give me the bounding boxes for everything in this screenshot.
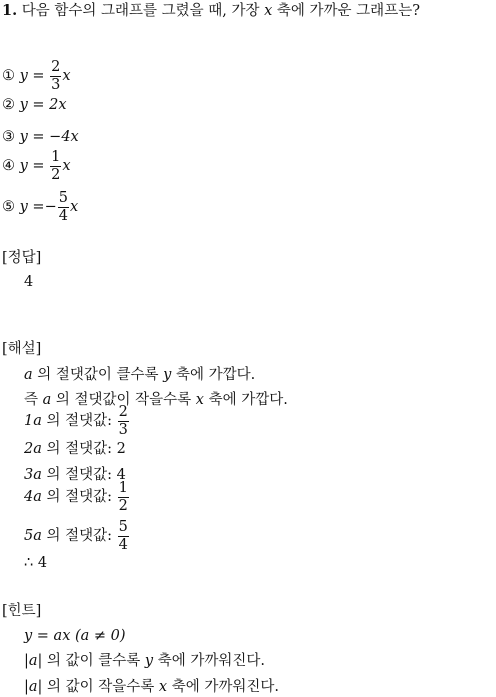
axis-var: x	[158, 679, 168, 695]
choice-text: y = 2x	[19, 97, 67, 113]
question-prefix: 다음 함수의 그래프를 그렸을 때, 가장	[21, 3, 260, 19]
fraction-numerator: 1	[118, 480, 128, 496]
axis-var: y	[163, 367, 172, 383]
row-label: 의 절댓값:	[46, 489, 113, 505]
choice-fraction	[50, 60, 61, 92]
answer-label: [정답]	[2, 250, 42, 266]
coefficient: 1a	[24, 413, 42, 429]
fraction-numerator: 1	[51, 149, 61, 165]
answer-value: 4	[24, 274, 34, 290]
choice-4[interactable]	[2, 150, 71, 182]
row-fraction	[118, 481, 129, 513]
explanation-row-4	[24, 481, 130, 513]
question-axis-var: x	[264, 3, 273, 19]
hint-formula: y = ax (a ≠ 0)	[24, 628, 126, 644]
choice-lhs: y =	[19, 158, 45, 174]
choice-var: x	[62, 68, 71, 84]
fraction-numerator: 2	[118, 404, 128, 420]
row-label: 의 절댓값:	[46, 528, 113, 544]
fraction-numerator: 5	[118, 519, 128, 535]
fraction-numerator: 5	[58, 190, 68, 206]
explanation-conclusion: ∴ 4	[24, 555, 48, 571]
explanation-text: 즉	[24, 392, 39, 408]
choice-5[interactable]	[2, 191, 78, 223]
row-value: 4	[116, 467, 126, 483]
coefficient: 2a	[24, 441, 42, 457]
coefficient: 5a	[24, 528, 42, 544]
choice-marker: ⑤	[2, 199, 15, 215]
explanation-row-5	[24, 520, 130, 552]
fraction-denominator: 4	[118, 536, 128, 553]
axis-var: y	[144, 653, 154, 669]
fraction-denominator: 2	[51, 166, 61, 183]
explanation-text: 의 절댓값이 클수록	[37, 367, 159, 383]
choice-fraction	[58, 191, 69, 223]
axis-var: x	[195, 392, 204, 408]
question-suffix: 축에 가까운 그래프는?	[276, 3, 420, 19]
choice-marker: ①	[2, 68, 15, 84]
explanation-text: 의 절댓값이 작을수록	[55, 392, 192, 408]
explanation-text: 축에 가깝다.	[208, 392, 288, 408]
choice-lhs: y =	[19, 68, 45, 84]
choice-3[interactable]	[2, 130, 79, 145]
var-a: a	[42, 392, 52, 408]
hint-text: 의 값이 작을수록	[47, 679, 155, 695]
hint-label: [힌트]	[2, 603, 42, 619]
fraction-denominator: 3	[118, 421, 128, 438]
row-fraction	[118, 520, 129, 552]
choice-marker: ③	[2, 129, 15, 145]
choice-marker: ④	[2, 158, 15, 174]
choice-sign: −	[44, 199, 57, 215]
hint-line-1	[24, 654, 265, 669]
row-label: 의 절댓값:	[46, 441, 113, 457]
row-fraction	[118, 405, 129, 437]
abs-a: |a|	[24, 679, 43, 695]
hint-text: 축에 가까워진다.	[171, 679, 279, 695]
fraction-denominator: 3	[51, 76, 61, 93]
abs-a: |a|	[24, 653, 43, 669]
choice-2[interactable]	[2, 98, 67, 113]
row-label: 의 절댓값:	[46, 467, 113, 483]
coefficient: 4a	[24, 489, 42, 505]
coefficient: 3a	[24, 467, 42, 483]
question-stem	[2, 4, 420, 19]
choice-fraction	[50, 150, 61, 182]
explanation-line-1	[24, 368, 255, 383]
explanation-text: 축에 가깝다.	[175, 367, 256, 383]
explanation-row-1	[24, 405, 130, 437]
choice-1[interactable]	[2, 60, 71, 92]
explanation-label: [해설]	[2, 341, 42, 357]
row-value: 2	[116, 441, 126, 457]
choice-text: y = −4x	[19, 129, 79, 145]
hint-text: 의 값이 클수록	[47, 653, 141, 669]
choice-lhs: y =	[19, 199, 45, 215]
row-label: 의 절댓값:	[46, 413, 113, 429]
choice-marker: ②	[2, 97, 15, 113]
fraction-denominator: 4	[58, 207, 68, 224]
hint-text: 축에 가까워진다.	[157, 653, 265, 669]
question-number: 1.	[2, 2, 18, 19]
fraction-denominator: 2	[118, 497, 128, 514]
fraction-numerator: 2	[51, 59, 61, 75]
choice-var: x	[69, 199, 79, 215]
explanation-row-2	[24, 442, 126, 457]
choice-var: x	[62, 158, 71, 174]
hint-line-2	[24, 680, 279, 695]
var-a: a	[24, 367, 33, 383]
